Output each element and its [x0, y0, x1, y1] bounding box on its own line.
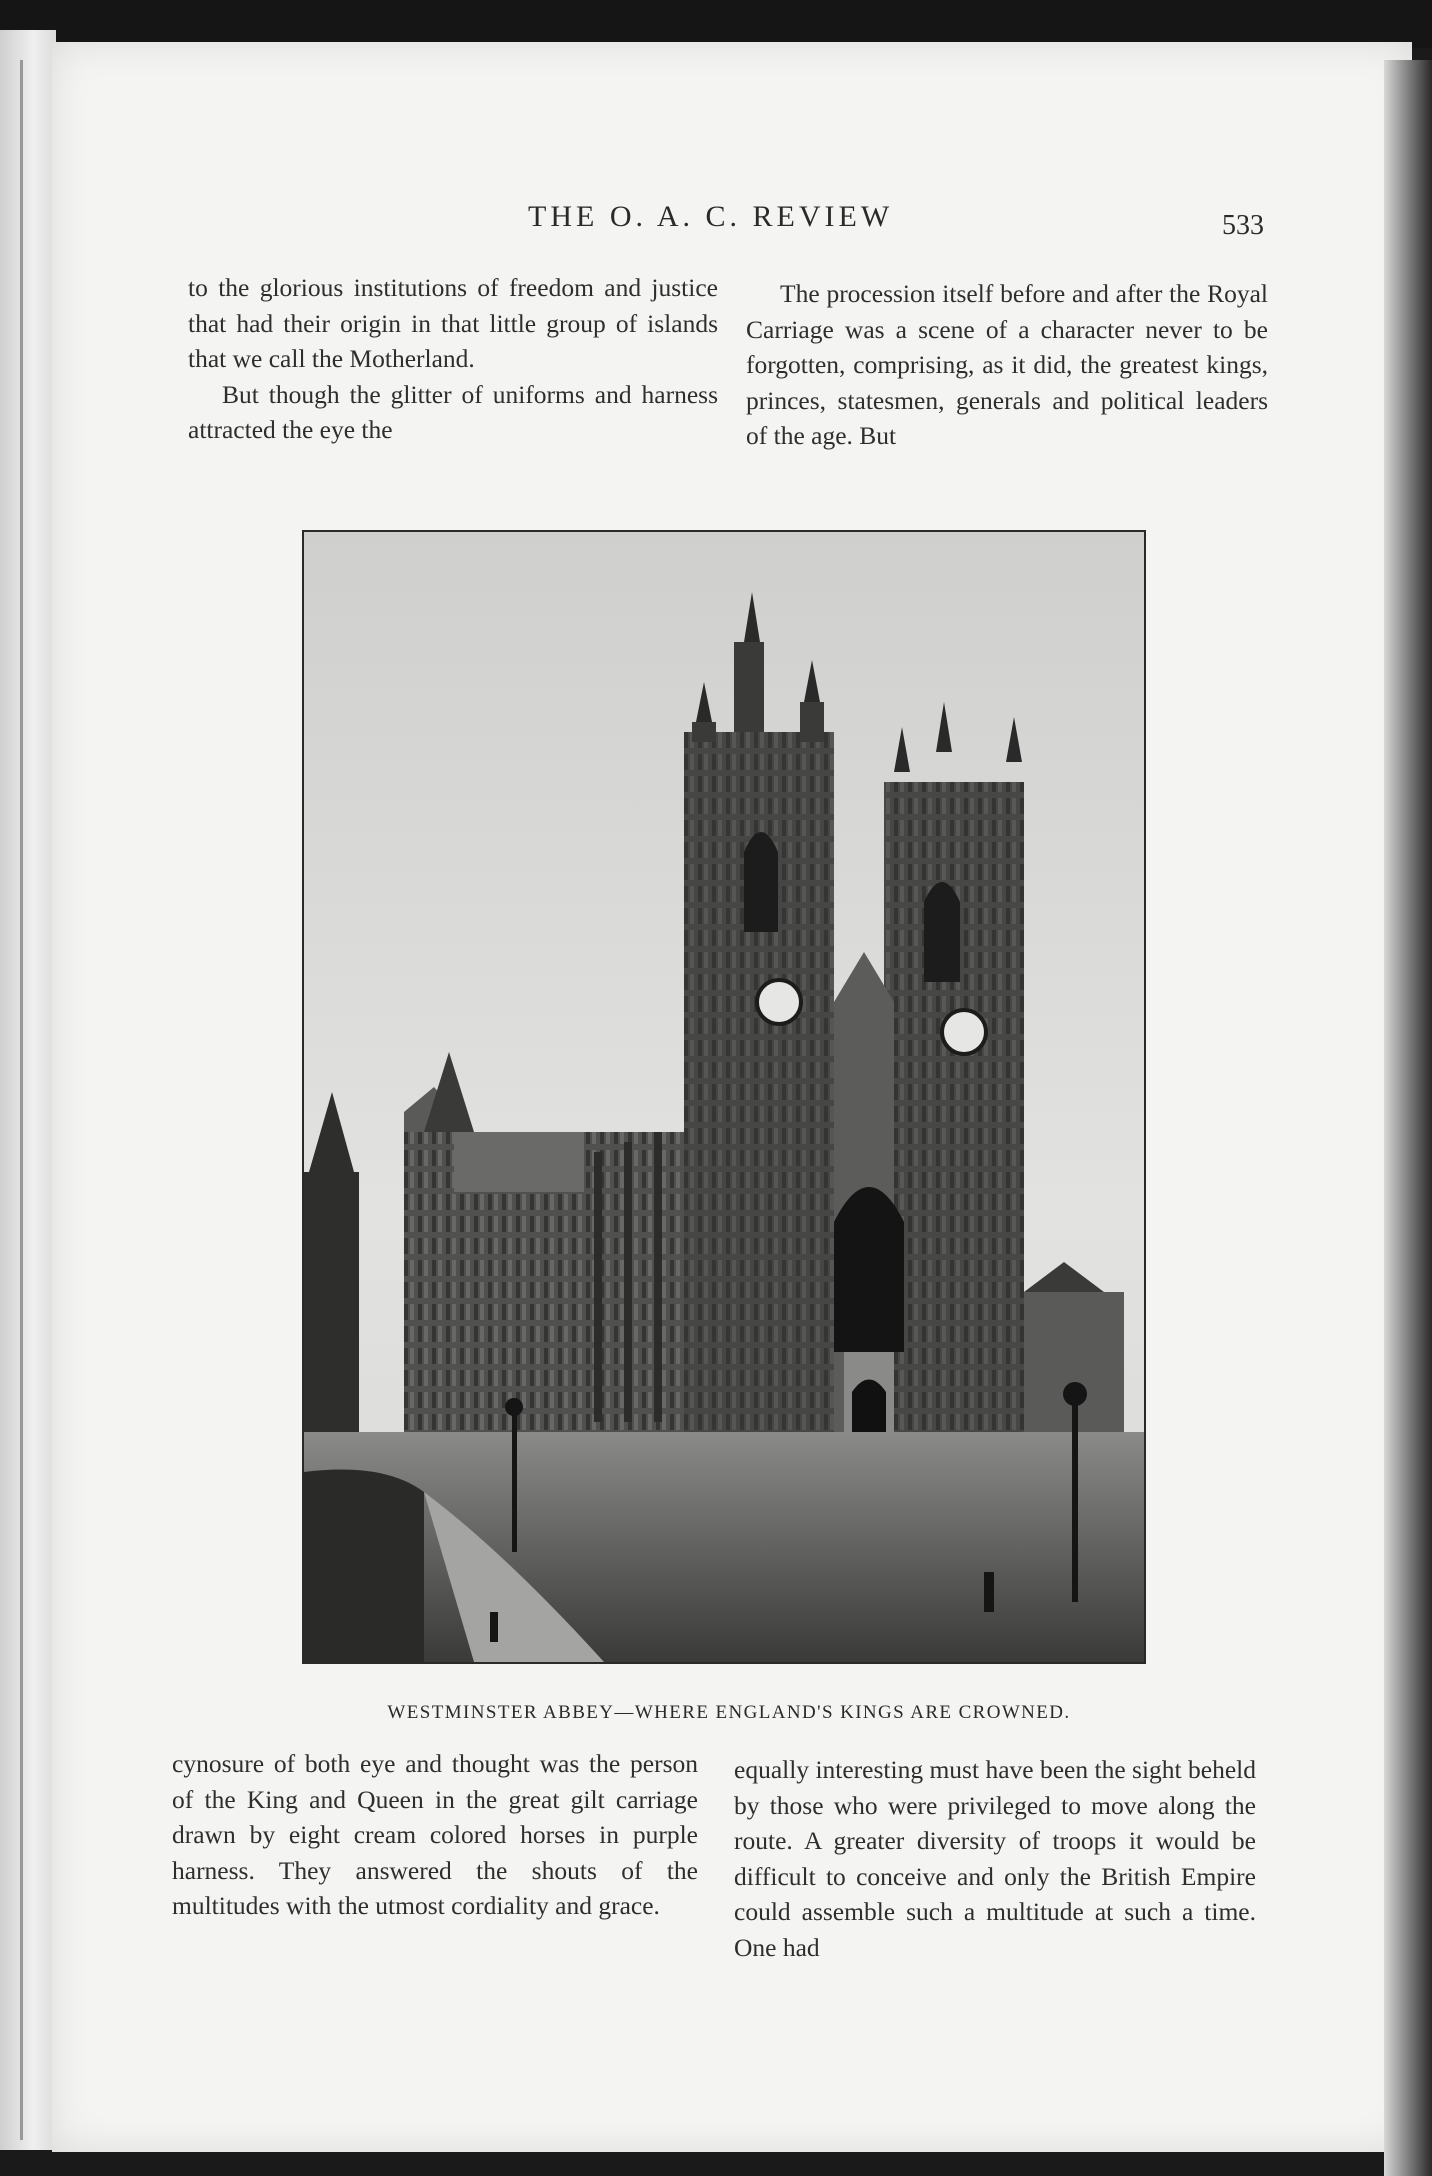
running-head: THE O. A. C. REVIEW: [528, 200, 894, 233]
column-top-left: [188, 270, 718, 448]
column-bottom-right: [734, 1752, 1256, 1965]
figure-caption: WESTMINSTER ABBEY—WHERE ENGLAND'S KINGS ARE CROWNED.: [387, 1702, 1071, 1723]
binding-shadow: [20, 60, 23, 2140]
paragraph: cynosure of both eye and thought was the person of the King and Queen in the great gilt carriage drawn by eight cream colored horses in purple harness. They answered the shouts of the multitudes with the utmost cordiality and grace.: [172, 1749, 698, 1920]
paragraph: to the glorious institutions of freedom and justice that had their origin in that little group of islands that we call the Motherland.: [188, 273, 718, 373]
paragraph: equally interesting must have been the sight beheld by those who were privileged to move along the route. A greater diversity of troops it would be difficult to conceive and only the British Empire could assemble such a multitude at such a time. One had: [734, 1755, 1256, 1962]
column-bottom-left: [172, 1746, 698, 1924]
scan-top-border: [0, 0, 1432, 48]
facing-page-edge: [0, 30, 56, 2150]
page-stack-edge: [1384, 60, 1432, 2176]
page-number: 533: [1222, 210, 1264, 241]
paragraph: The procession itself before and after the Royal Carriage was a scene of a character never to be forgotten, comprising, as it did, the greatest kings, princes, statesmen, generals and political leaders of the age. But: [746, 279, 1268, 450]
paragraph: But though the glitter of uniforms and harness attracted the eye the: [188, 379, 718, 444]
column-top-right: [746, 276, 1268, 454]
westminster-abbey-photo: [302, 530, 1146, 1664]
abbey-illustration: [304, 532, 1144, 1662]
